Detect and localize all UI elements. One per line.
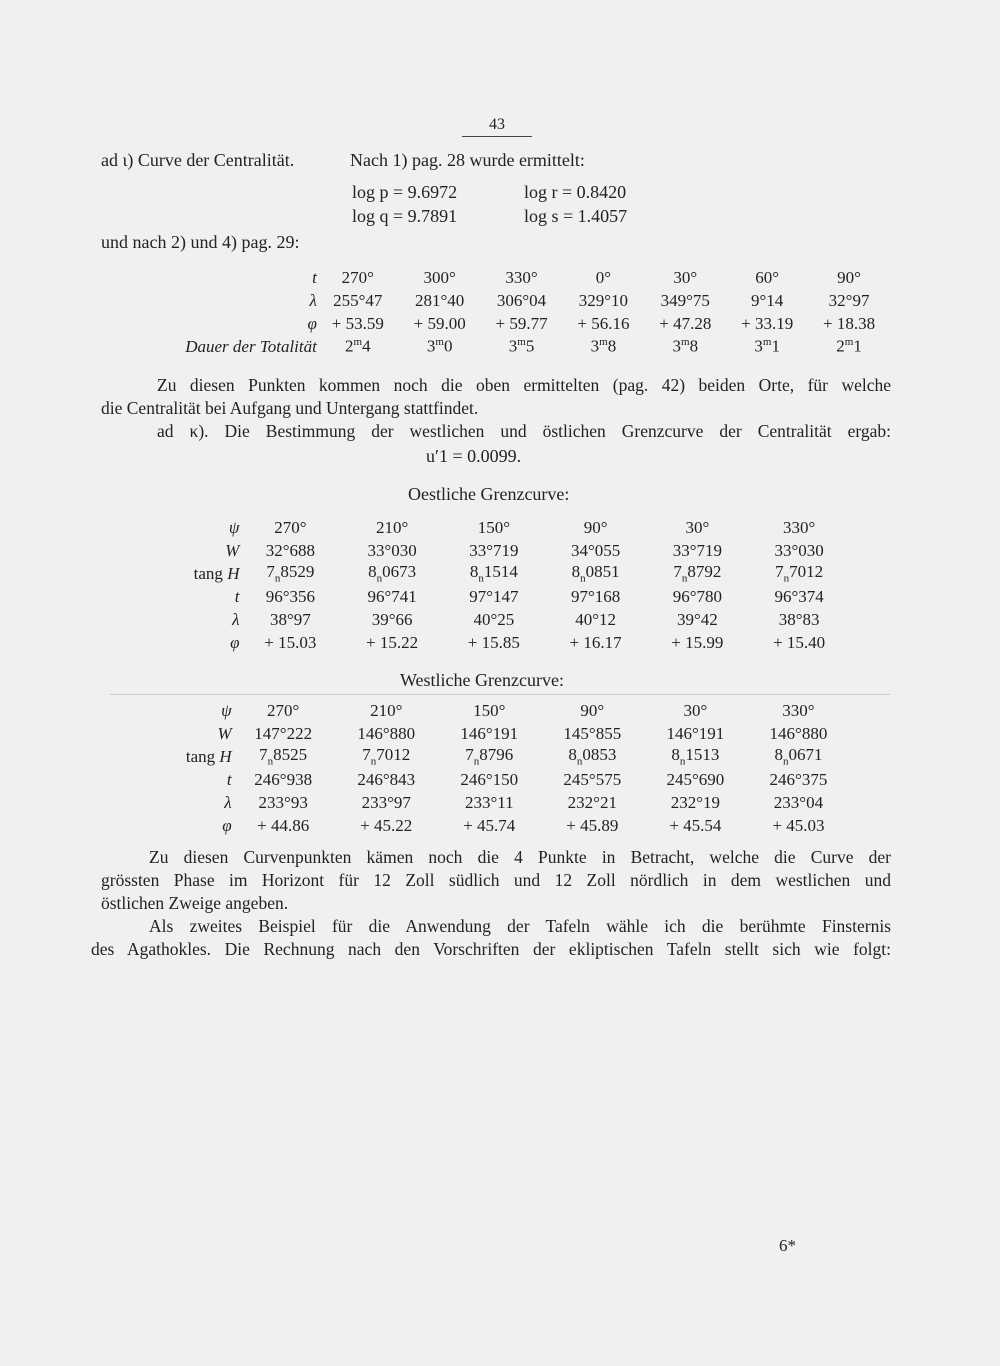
centrality-cell: + 47.28 <box>659 313 712 333</box>
page-number: 43 <box>462 116 532 137</box>
westliche-cell: $7_n7012$ <box>362 745 411 768</box>
oestliche-cell: 32°688 <box>265 540 315 560</box>
westliche-row-label: ψ <box>221 700 232 720</box>
oestliche-cell: 40°12 <box>575 609 616 629</box>
oestliche-cell: $7_n7012$ <box>775 562 824 585</box>
centrality-cell: + 18.38 <box>823 313 876 333</box>
westliche-table <box>150 699 850 837</box>
oestliche-cell: 96°374 <box>774 586 824 606</box>
westliche-cell: + 45.22 <box>360 815 413 835</box>
westliche-cell: + 45.74 <box>463 815 516 835</box>
oestliche-cell: + 15.85 <box>467 632 520 652</box>
centrality-row-label: t <box>312 267 317 287</box>
westliche-cell: 146°880 <box>769 723 828 743</box>
log-q: log q = 9.7891 <box>352 206 458 226</box>
oestliche-cell: 97°168 <box>570 586 621 606</box>
westliche-cell: + 45.54 <box>669 815 722 835</box>
formula-u1: u′1 = 0.0099. <box>426 446 522 466</box>
westliche-cell: 210° <box>370 700 403 720</box>
centrality-cell: 3$^m$5 <box>508 336 535 356</box>
paragraph-2-line-2: grössten Phase im Horizont für 12 Zoll südlich und 12 Zoll nördlich in dem westlichen und <box>101 870 891 890</box>
westliche-cell: 330° <box>782 700 815 720</box>
westliche-cell: 246°843 <box>357 769 416 789</box>
centrality-cell: + 59.77 <box>495 313 548 333</box>
oestliche-cell: + 15.99 <box>671 632 724 652</box>
oestliche-cell: 38°83 <box>778 609 820 629</box>
centrality-cell: 2$^m$4 <box>345 336 371 356</box>
oestliche-cell: 33°719 <box>672 540 722 560</box>
westliche-cell: 246°375 <box>769 769 828 789</box>
paragraph-1-line-1: Zu diesen Punkten kommen noch die oben ermittelten (pag. 42) beiden Orte, für welche <box>157 375 891 395</box>
oestliche-row <box>150 562 850 585</box>
centrality-row-label: Dauer der Totalität <box>185 336 317 356</box>
centrality-cell: 300° <box>423 267 456 287</box>
paragraph-2-line-3: östlichen Zweige angeben. <box>101 893 289 913</box>
oestliche-row-label: λ <box>232 609 240 629</box>
centrality-cell: 349°75 <box>660 290 710 310</box>
westliche-cell: 145°855 <box>563 723 622 743</box>
oestliche-cell: 39°42 <box>676 609 718 629</box>
oestliche-row <box>150 585 850 608</box>
centrality-row-label: λ <box>309 290 317 310</box>
oestliche-table <box>150 516 850 654</box>
centrality-cell: 329°10 <box>578 290 629 310</box>
centrality-cell: 2$^m$1 <box>836 336 862 356</box>
westliche-row-label: t <box>226 769 232 789</box>
centrality-cell: 3$^m$8 <box>590 336 617 356</box>
westliche-row-label: tang H <box>185 746 232 766</box>
divider <box>110 694 890 695</box>
oestliche-row-label: t <box>234 586 240 606</box>
oestliche-cell: 34°055 <box>570 540 621 560</box>
westliche-cell: $7_n8796$ <box>465 745 514 768</box>
westliche-cell: 232°19 <box>670 792 721 812</box>
oestliche-cell: + 15.03 <box>264 632 317 652</box>
oestliche-row <box>150 631 850 654</box>
westliche-row-label: W <box>217 723 232 743</box>
oestliche-cell: 33°719 <box>469 540 519 560</box>
westliche-cell: 232°21 <box>567 792 617 812</box>
westliche-cell: 245°575 <box>563 769 622 789</box>
paragraph-2 <box>91 846 891 961</box>
oestliche-cell: 33°030 <box>774 540 824 560</box>
centrality-cell: 255°47 <box>333 290 383 310</box>
centrality-cell: + 33.19 <box>741 313 794 333</box>
oestliche-row-label: tang H <box>193 563 240 583</box>
oestliche-row-label: W <box>225 540 240 560</box>
oestliche-cell: 30° <box>685 517 710 537</box>
centrality-cell: 90° <box>837 267 861 287</box>
oestliche-row <box>150 539 850 562</box>
oestliche-row <box>150 608 850 631</box>
paragraph-2-line-1: Zu diesen Curvenpunkten kämen noch die 4 Punkte in Betracht, welche die Curve der <box>149 847 891 867</box>
westliche-cell: 233°93 <box>258 792 308 812</box>
oestliche-cell: 270° <box>274 517 307 537</box>
oestliche-cell: + 16.17 <box>569 632 622 652</box>
oestliche-cell: 210° <box>375 517 409 537</box>
centrality-cell: 3$^m$1 <box>754 336 780 356</box>
centrality-cell: + 56.16 <box>577 313 630 333</box>
westliche-cell: $8_n1513$ <box>671 745 720 768</box>
westliche-cell: $7_n8525$ <box>259 745 308 768</box>
westliche-cell: + 45.03 <box>772 815 825 835</box>
oestliche-row <box>150 516 850 539</box>
centrality-row <box>110 289 890 312</box>
centrality-cell: 270° <box>341 267 374 287</box>
paragraph-2-line-4: Als zweites Beispiel für die Anwendung der Tafeln wähle ich die berühmte Finsternis <box>149 916 891 936</box>
log-r: log r = 0.8420 <box>524 182 627 202</box>
westliche-cell: 146°880 <box>357 723 416 743</box>
centrality-cell: 306°04 <box>496 290 547 310</box>
oestliche-cell: $8_n1514$ <box>469 562 518 585</box>
oestliche-cell: $7_n8529$ <box>266 562 315 585</box>
westliche-row-label: λ <box>224 792 232 812</box>
intro-text: Nach 1) pag. 28 wurde ermittelt: <box>350 150 585 170</box>
oestliche-cell: 97°147 <box>469 586 519 606</box>
centrality-cell: 281°40 <box>415 290 465 310</box>
centrality-cell: 3$^m$0 <box>426 336 453 356</box>
centrality-cell: 0° <box>595 267 612 287</box>
westliche-cell: 30° <box>683 700 708 720</box>
centrality-cell: 9°14 <box>751 290 784 310</box>
westliche-cell: 90° <box>580 700 605 720</box>
oestliche-cell: 96°356 <box>265 586 315 606</box>
westliche-cell: 233°04 <box>773 792 824 812</box>
centrality-cell: 32°97 <box>828 290 870 310</box>
westliche-row <box>150 814 850 837</box>
oestliche-title: Oestliche Grenzcurve: <box>408 484 570 504</box>
log-s: log s = 1.4057 <box>524 206 628 226</box>
signature-mark: 6* <box>779 1236 796 1255</box>
paragraph-1-line-3: ad κ). Die Bestimmung der westlichen und östlichen Grenzcurve der Centralität ergab: <box>157 421 891 441</box>
oestliche-cell: 96°741 <box>367 586 417 606</box>
paragraph-1 <box>101 374 891 443</box>
centrality-cell: 60° <box>755 267 780 287</box>
centrality-row-label: φ <box>307 313 317 333</box>
oestliche-cell: $7_n8792$ <box>673 562 722 585</box>
westliche-cell: + 44.86 <box>257 815 310 835</box>
westliche-title: Westliche Grenzcurve: <box>400 670 564 690</box>
westliche-row <box>150 699 850 722</box>
westliche-cell: 233°97 <box>361 792 411 812</box>
oestliche-cell: $8_n0673$ <box>368 562 417 585</box>
centrality-cell: 3$^m$8 <box>672 336 699 356</box>
oestliche-cell: + 15.22 <box>366 632 419 652</box>
westliche-row <box>150 722 850 745</box>
westliche-cell: + 45.89 <box>566 815 619 835</box>
westliche-cell: 146°191 <box>460 723 519 743</box>
centrality-row <box>110 335 890 358</box>
westliche-cell: 246°150 <box>460 769 519 789</box>
westliche-cell: 146°191 <box>666 723 725 743</box>
und-nach-text: und nach 2) und 4) pag. 29: <box>101 232 300 252</box>
westliche-row <box>150 768 850 791</box>
westliche-cell: 245°690 <box>666 769 725 789</box>
section-label: ad ι) Curve der Centralität. <box>101 150 295 170</box>
centrality-cell: 30° <box>673 267 698 287</box>
westliche-cell: 246°938 <box>254 769 313 789</box>
centrality-cell: + 53.59 <box>331 313 384 333</box>
westliche-cell: 150° <box>473 700 506 720</box>
oestliche-row-label: ψ <box>228 517 240 537</box>
centrality-table <box>110 266 890 358</box>
centrality-cell: + 59.00 <box>413 313 466 333</box>
oestliche-cell: 39°66 <box>371 609 413 629</box>
westliche-cell: 233°11 <box>464 792 514 812</box>
oestliche-cell: $8_n0851$ <box>571 562 620 585</box>
centrality-row <box>110 312 890 335</box>
oestliche-cell: + 15.40 <box>773 632 826 652</box>
oestliche-cell: 33°030 <box>367 540 417 560</box>
oestliche-cell: 150° <box>477 517 510 537</box>
oestliche-cell: 38°97 <box>269 609 311 629</box>
westliche-row <box>150 791 850 814</box>
oestliche-cell: 90° <box>583 517 608 537</box>
westliche-cell: $8_n0671$ <box>774 745 823 768</box>
westliche-row <box>150 745 850 768</box>
log-p: log p = 9.6972 <box>352 182 458 202</box>
oestliche-row-label: φ <box>230 632 240 652</box>
westliche-cell: $8_n0853$ <box>568 745 617 768</box>
westliche-row-label: φ <box>222 815 232 835</box>
oestliche-cell: 330° <box>782 517 816 537</box>
centrality-cell: 330° <box>505 267 538 287</box>
paragraph-1-line-2: die Centralität bei Aufgang und Untergang stattfindet. <box>101 398 479 418</box>
westliche-cell: 270° <box>267 700 300 720</box>
oestliche-cell: 96°780 <box>672 586 722 606</box>
westliche-cell: 147°222 <box>254 723 313 743</box>
paragraph-2-line-5: des Agathokles. Die Rechnung nach den Vorschriften der ekliptischen Tafeln stellt sich wie folgt: <box>91 939 891 959</box>
oestliche-cell: 40°25 <box>473 609 515 629</box>
centrality-row <box>110 266 890 289</box>
